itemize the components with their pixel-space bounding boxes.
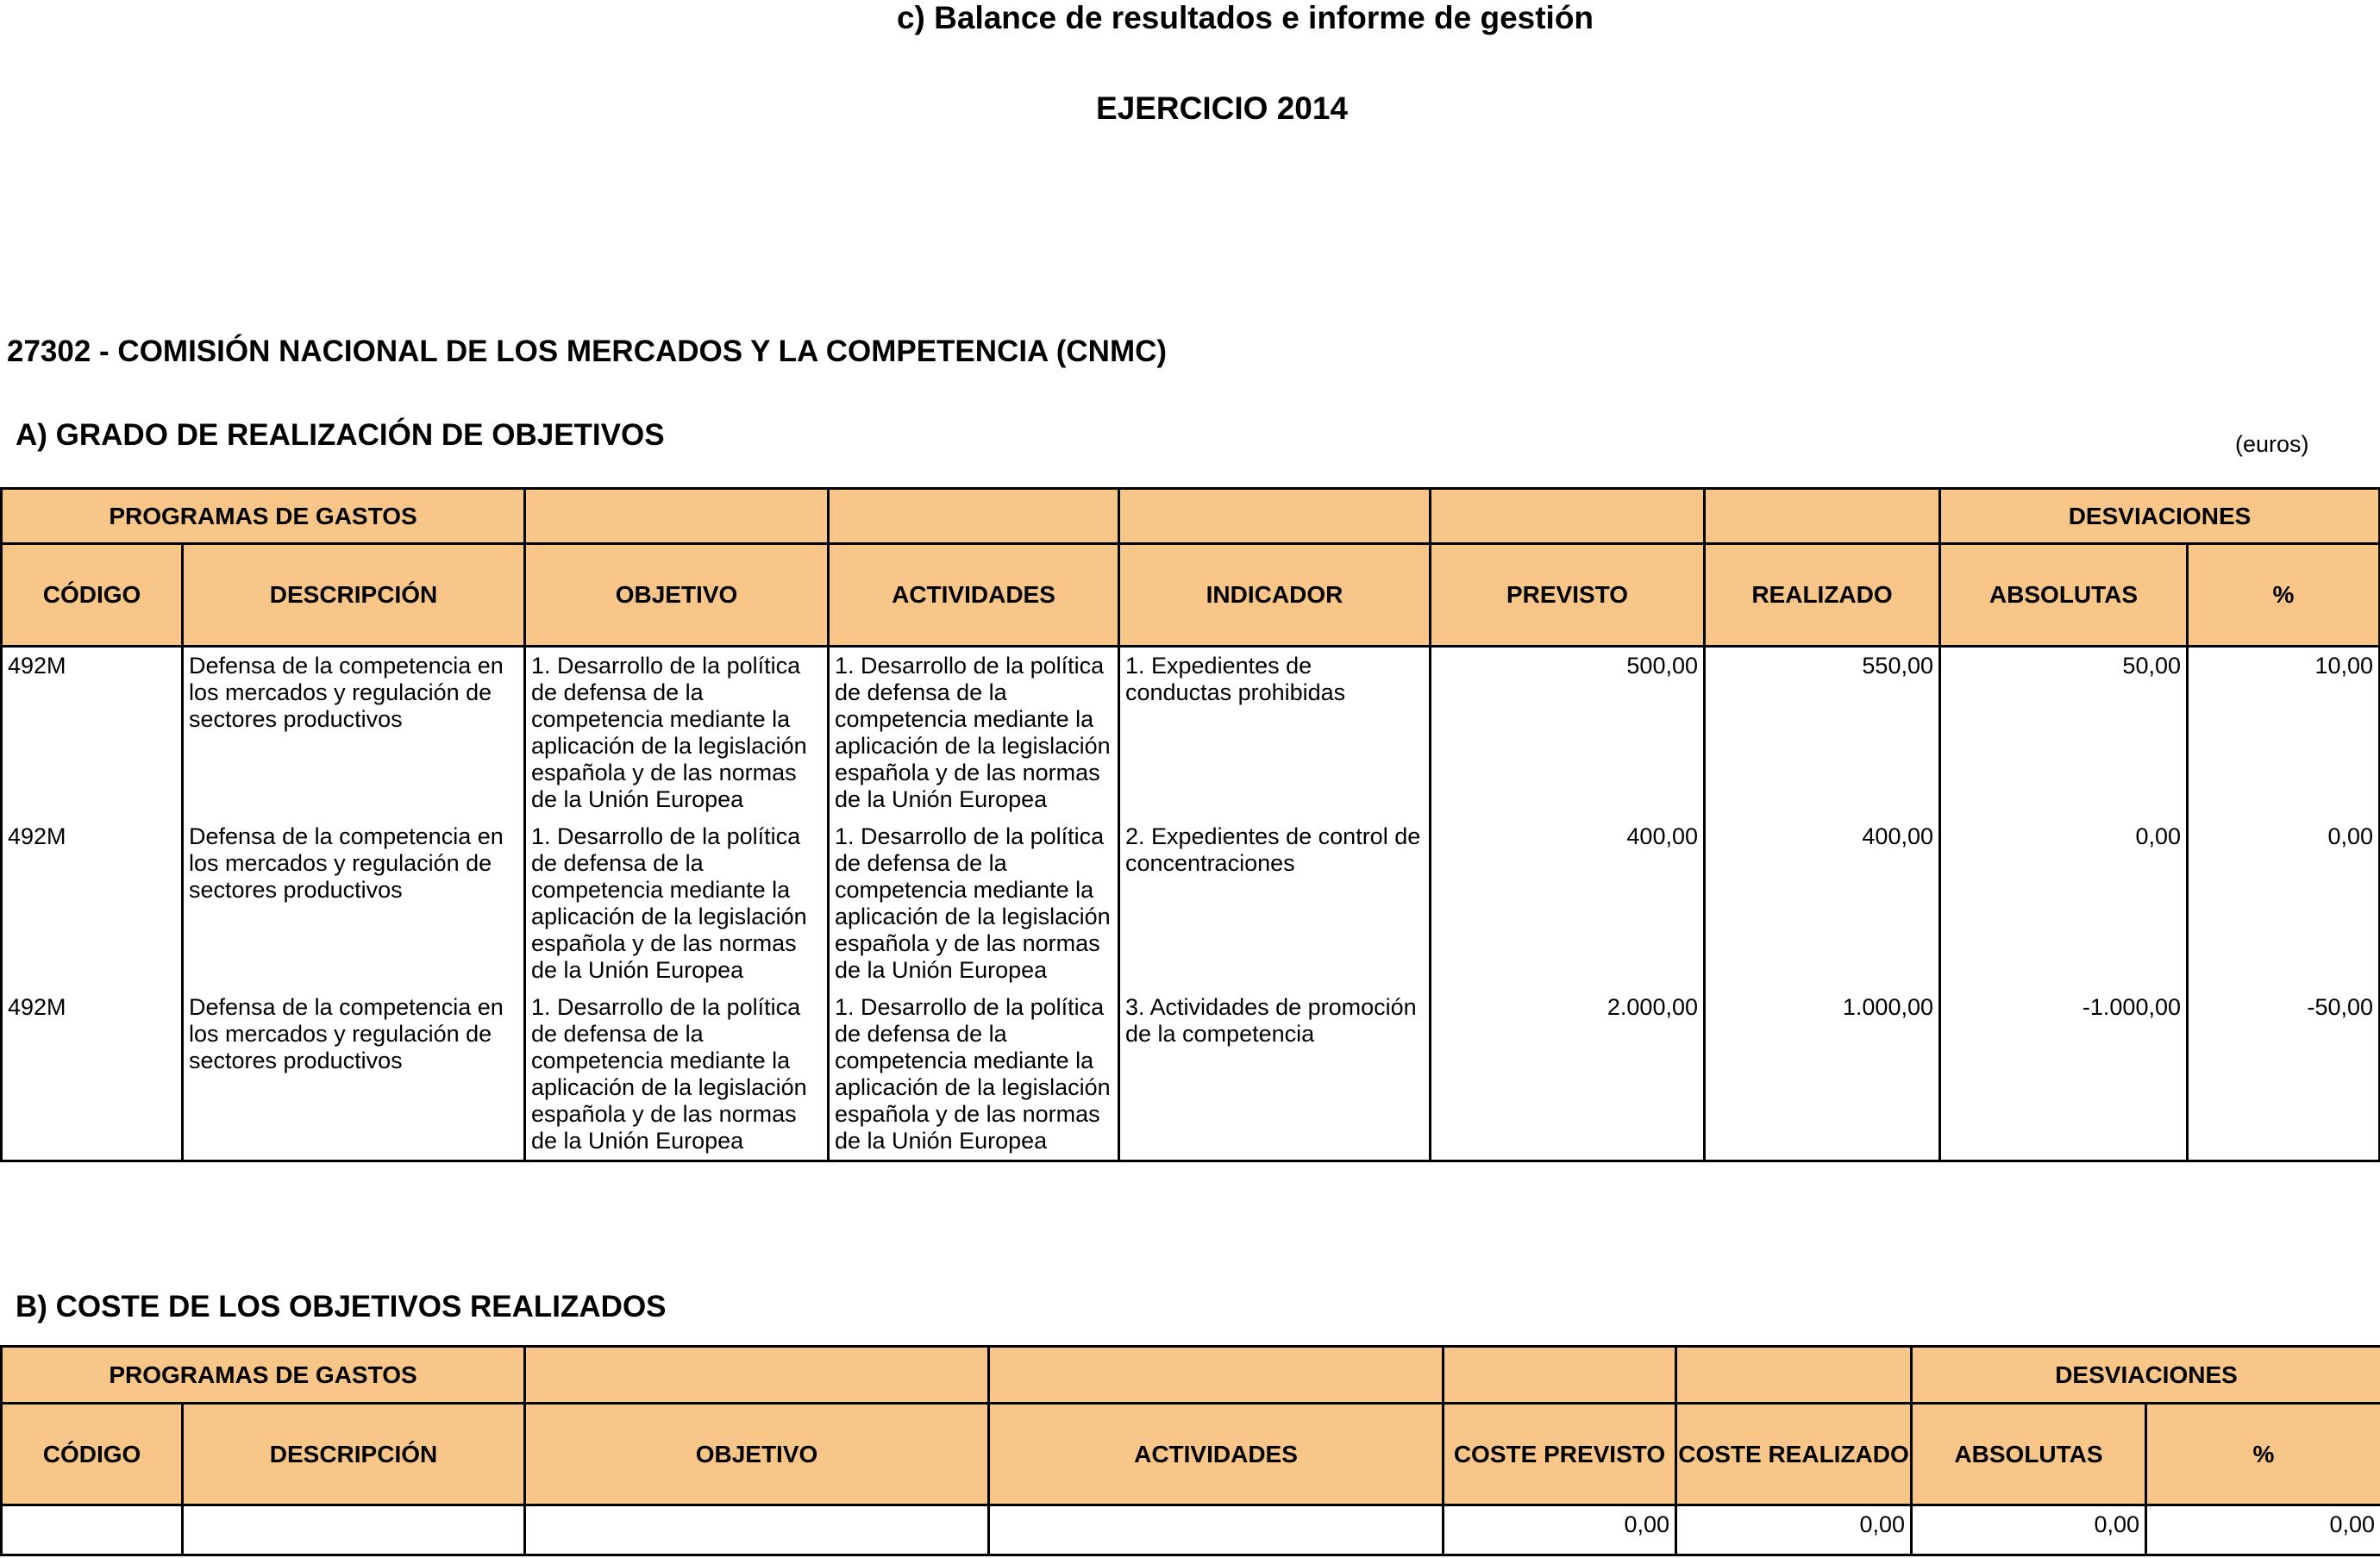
cell-coste-realizado: 0,00: [1676, 1505, 1912, 1555]
group-header-row: [2, 1347, 2380, 1404]
col-previsto: PREVISTO: [1431, 544, 1705, 647]
cell-previsto: 500,00: [1431, 647, 1705, 819]
cell-previsto: 400,00: [1431, 818, 1705, 989]
cell-codigo: 492M: [2, 647, 183, 819]
cell-objetivo: 1. Desarrollo de la política de defensa de la competencia mediante la aplicación de la legislación española y de las normas de la Unión Europea: [525, 989, 829, 1161]
col-actividades: ACTIVIDADES: [829, 544, 1119, 647]
cell-porcentaje: 0,00: [2146, 1505, 2380, 1555]
cell-actividades: 1. Desarrollo de la política de defensa de la competencia mediante la aplicación de la legislación española y de las normas de la Unión Europea: [829, 647, 1119, 819]
blank-group-cell: [829, 489, 1119, 544]
cell-objetivo: [525, 1505, 989, 1555]
cell-previsto: 2.000,00: [1431, 989, 1705, 1161]
cell-indicador: 3. Actividades de promoción de la competencia: [1119, 989, 1431, 1161]
blank-group-cell: [1444, 1347, 1676, 1404]
cell-indicador: 1. Expedientes de conductas prohibidas: [1119, 647, 1431, 819]
col-objetivo: OBJETIVO: [525, 544, 829, 647]
cell-descripcion: Defensa de la competencia en los mercados y regulación de sectores productivos: [183, 647, 525, 819]
table-row: [2, 1505, 2380, 1555]
col-porcentaje: %: [2188, 544, 2380, 647]
cell-porcentaje: 10,00: [2188, 647, 2380, 819]
col-codigo: CÓDIGO: [2, 1404, 183, 1505]
cell-absolutas: 0,00: [1940, 818, 2188, 989]
cell-indicador: 2. Expedientes de control de concentraciones: [1119, 818, 1431, 989]
table-row: [2, 989, 2380, 1161]
col-porcentaje: %: [2146, 1404, 2380, 1505]
cell-realizado: 400,00: [1705, 818, 1940, 989]
blank-group-cell: [989, 1347, 1444, 1404]
cell-coste-previsto: 0,00: [1444, 1505, 1676, 1555]
entity-name: 27302 - COMISIÓN NACIONAL DE LOS MERCADOS Y LA COMPETENCIA (CNMC): [7, 335, 1168, 368]
cell-actividades: 1. Desarrollo de la política de defensa de la competencia mediante la aplicación de la legislación española y de las normas de la Unión Europea: [829, 989, 1119, 1161]
cell-codigo: 492M: [2, 818, 183, 989]
column-header-row: [2, 544, 2380, 647]
group-header-row: [2, 489, 2380, 544]
column-header-row: [2, 1404, 2380, 1505]
blank-group-cell: [1431, 489, 1705, 544]
col-realizado: REALIZADO: [1705, 544, 1940, 647]
programas-group-header: PROGRAMAS DE GASTOS: [2, 1347, 525, 1404]
currency-note: (euros): [2235, 431, 2309, 457]
blank-group-cell: [1119, 489, 1431, 544]
cell-realizado: 1.000,00: [1705, 989, 1940, 1161]
cell-actividades: [989, 1505, 1444, 1555]
col-actividades: ACTIVIDADES: [989, 1404, 1444, 1505]
cell-descripcion: [183, 1505, 525, 1555]
report-title: c) Balance de resultados e informe de gestión: [896, 0, 1594, 35]
cell-porcentaje: 0,00: [2188, 818, 2380, 989]
cell-realizado: 550,00: [1705, 647, 1940, 819]
col-absolutas: ABSOLUTAS: [1912, 1404, 2146, 1505]
section-b-title: B) COSTE DE LOS OBJETIVOS REALIZADOS: [16, 1290, 667, 1323]
cell-descripcion: Defensa de la competencia en los mercados y regulación de sectores productivos: [183, 818, 525, 989]
blank-group-cell: [1676, 1347, 1912, 1404]
col-indicador: INDICADOR: [1119, 544, 1431, 647]
col-absolutas: ABSOLUTAS: [1940, 544, 2188, 647]
desviaciones-group-header: DESVIACIONES: [1912, 1347, 2380, 1404]
blank-group-cell: [1705, 489, 1940, 544]
costs-table: [0, 1345, 2380, 1556]
col-descripcion: DESCRIPCIÓN: [183, 544, 525, 647]
cell-actividades: 1. Desarrollo de la política de defensa de la competencia mediante la aplicación de la legislación española y de las normas de la Unión Europea: [829, 818, 1119, 989]
col-coste-previsto: COSTE PREVISTO: [1444, 1404, 1676, 1505]
table-row: [2, 647, 2380, 819]
cell-absolutas: 50,00: [1940, 647, 2188, 819]
col-descripcion: DESCRIPCIÓN: [183, 1404, 525, 1505]
section-a-title: A) GRADO DE REALIZACIÓN DE OBJETIVOS: [16, 418, 665, 452]
cell-descripcion: Defensa de la competencia en los mercados y regulación de sectores productivos: [183, 989, 525, 1161]
cell-codigo: 492M: [2, 989, 183, 1161]
blank-group-cell: [525, 489, 829, 544]
cell-absolutas: 0,00: [1912, 1505, 2146, 1555]
desviaciones-group-header: DESVIACIONES: [1940, 489, 2380, 544]
exercise-year: EJERCICIO 2014: [1095, 91, 1349, 126]
cell-absolutas: -1.000,00: [1940, 989, 2188, 1161]
cell-porcentaje: -50,00: [2188, 989, 2380, 1161]
programas-group-header: PROGRAMAS DE GASTOS: [2, 489, 525, 544]
col-objetivo: OBJETIVO: [525, 1404, 989, 1505]
col-codigo: CÓDIGO: [2, 544, 183, 647]
objectives-table: [0, 487, 2380, 1162]
cell-objetivo: 1. Desarrollo de la política de defensa de la competencia mediante la aplicación de la legislación española y de las normas de la Unión Europea: [525, 647, 829, 819]
blank-group-cell: [525, 1347, 989, 1404]
cell-objetivo: 1. Desarrollo de la política de defensa de la competencia mediante la aplicación de la legislación española y de las normas de la Unión Europea: [525, 818, 829, 989]
col-coste-realizado: COSTE REALIZADO: [1676, 1404, 1912, 1505]
cell-codigo: [2, 1505, 183, 1555]
table-row: [2, 818, 2380, 989]
